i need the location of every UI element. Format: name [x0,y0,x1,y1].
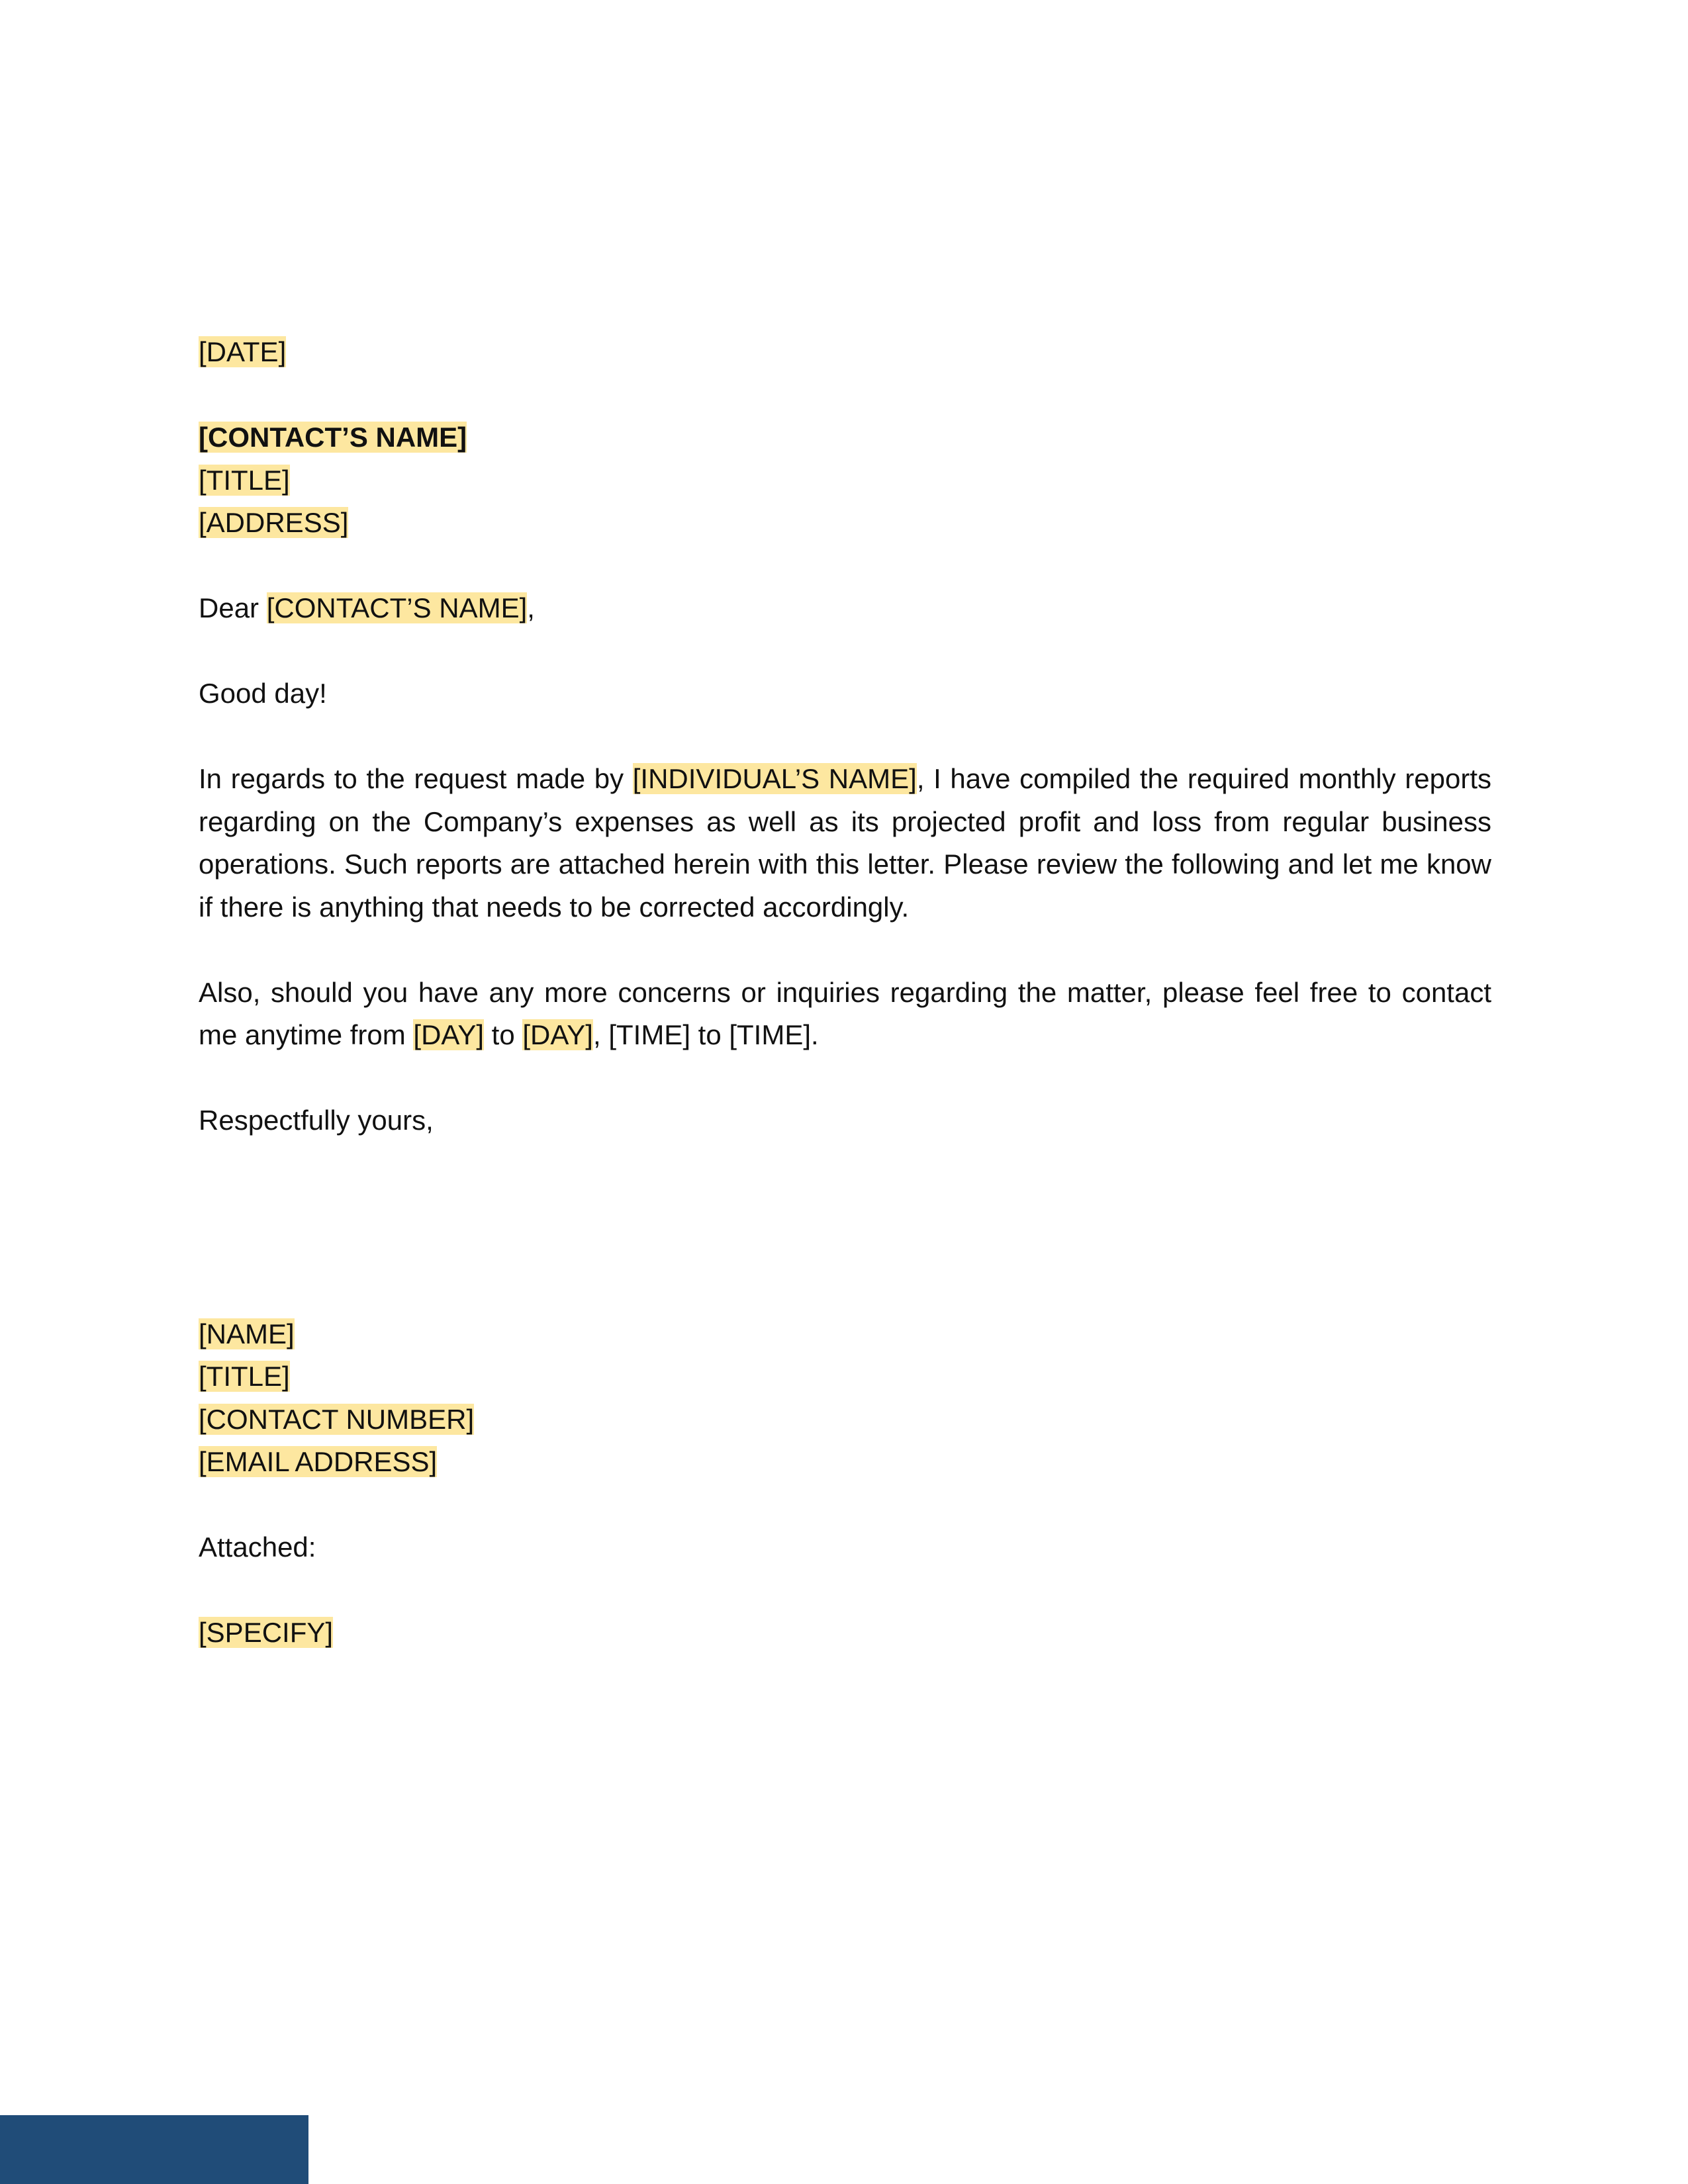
salutation-suffix: , [527,592,535,623]
spacer [199,545,1491,588]
recipient-title-field: [TITLE] [199,464,290,496]
day-field-1: [DAY] [413,1019,485,1050]
paragraph2-before: Also, should you have any more concerns or inquiries regarding the matter, please feel free to contact me anytime from [199,976,1491,1050]
greeting: Good day! [199,678,327,709]
footer-accent-bar [0,2115,308,2184]
spacer [199,630,1491,673]
attached-specify-field: [SPECIFY] [199,1617,334,1648]
recipient-name-field: [CONTACT’S NAME] [199,422,467,453]
attached-label: Attached: [199,1531,316,1563]
spacer [199,374,1491,417]
date-field: [DATE] [199,336,287,367]
spacer [199,1057,1491,1100]
body-paragraph-2 [199,972,1491,1057]
sender-contact-number-field: [CONTACT NUMBER] [199,1403,475,1435]
signature-space [199,1142,1491,1313]
salutation [199,587,1491,630]
spacer [199,715,1491,758]
salutation-name-field: [CONTACT’S NAME] [266,592,528,623]
sender-title-field: [TITLE] [199,1361,290,1392]
sender-name-field: [NAME] [199,1318,295,1349]
sender-email-field: [EMAIL ADDRESS] [199,1446,438,1477]
body-paragraph-1 [199,758,1491,929]
paragraph1-after: , I have compiled the required monthly reports regarding on the Company’s expenses as well as its projected profit and loss from regular business operations. Such reports are attached herein with this letter. Please review the following and let me know if there is anything that needs to be corrected accordingly. [199,763,1491,923]
spacer [199,929,1491,972]
salutation-prefix: Dear [199,592,267,623]
day-field-2: [DAY] [522,1019,593,1050]
spacer [199,1484,1491,1527]
letter-body [199,331,1491,1655]
individual-name-field: [INDIVIDUAL’S NAME] [632,763,917,794]
recipient-address-field: [ADDRESS] [199,507,349,538]
spacer [199,1569,1491,1612]
paragraph2-mid: to [484,1019,523,1050]
closing: Respectfully yours, [199,1105,434,1136]
paragraph1-before: In regards to the request made by [199,763,633,794]
paragraph2-after: , [TIME] to [TIME]. [592,1019,819,1050]
